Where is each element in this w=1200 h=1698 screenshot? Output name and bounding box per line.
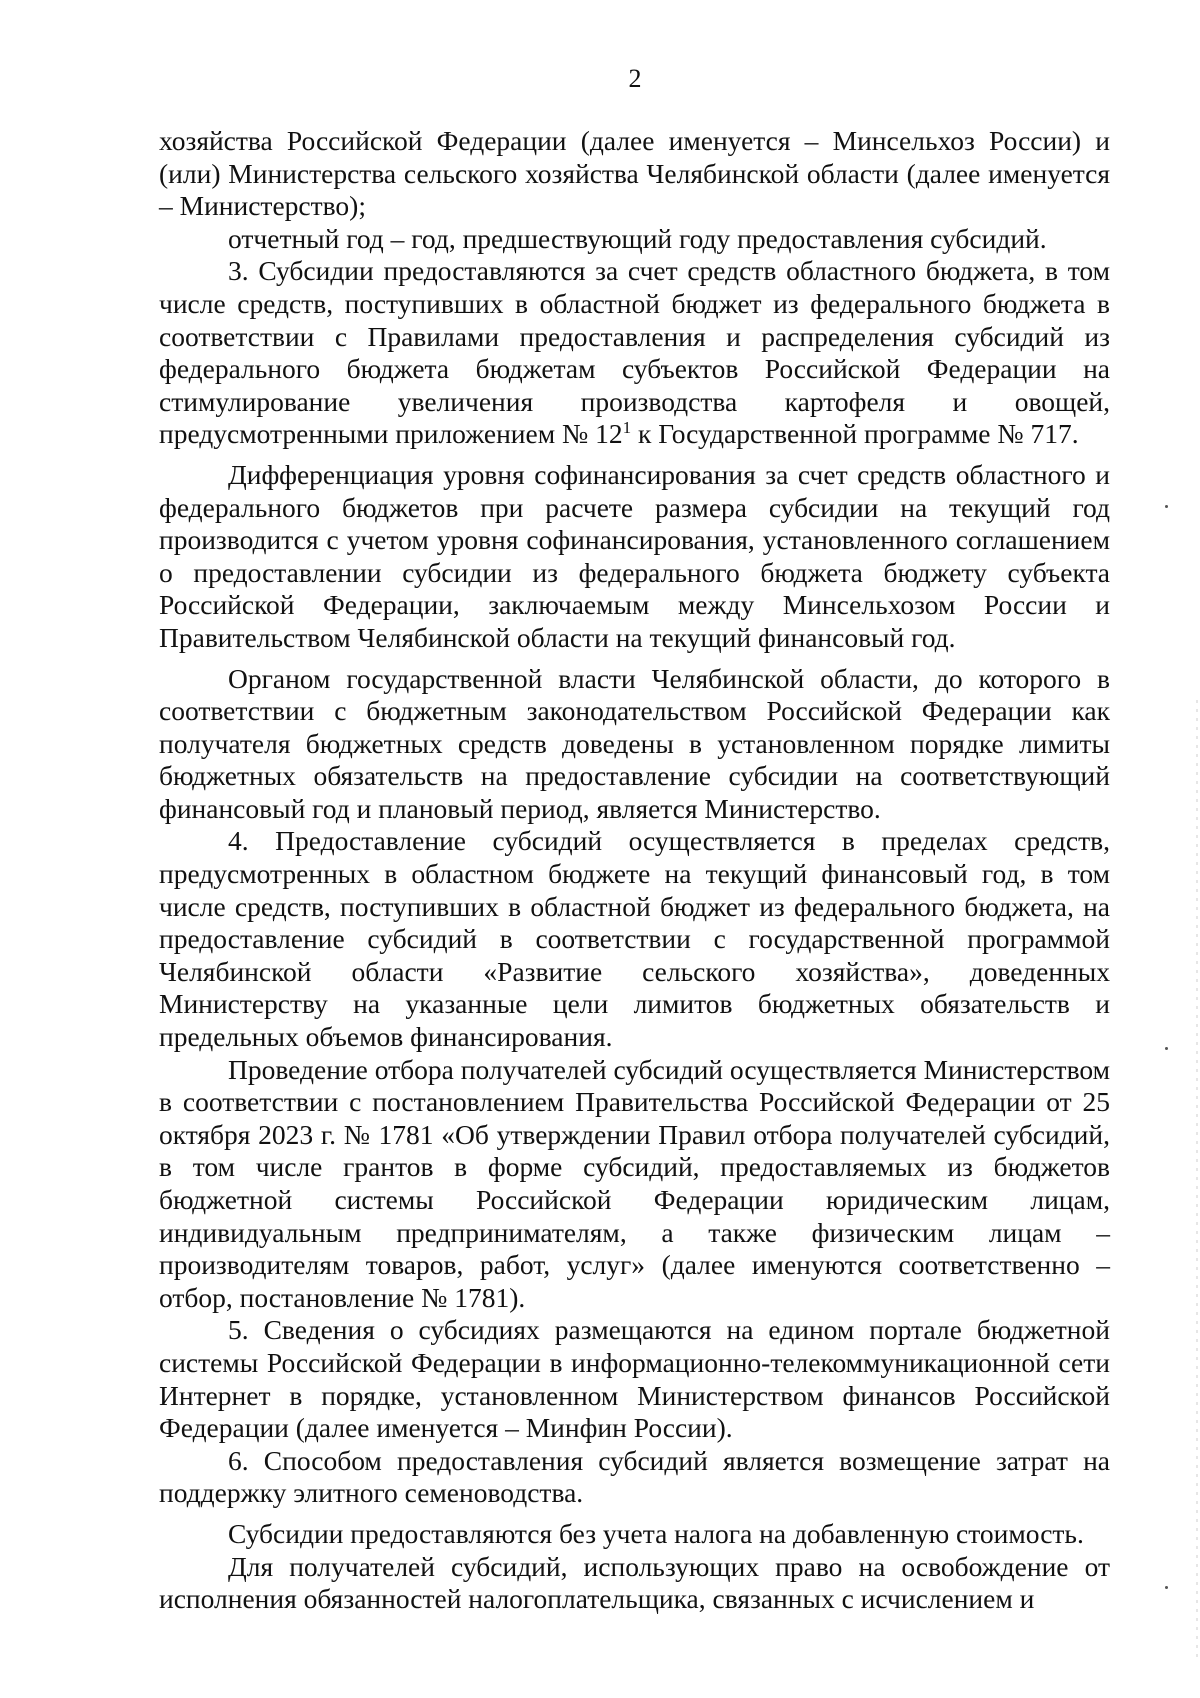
paragraph-exemption: Для получателей субсидий, использующих право на освобождение от исполнения обязанностей налогоплательщика, связанных с исчислением и: [159, 1550, 1110, 1615]
scan-dot: [1165, 1047, 1168, 1050]
scan-dot: [1165, 505, 1168, 508]
document-body: [159, 125, 1110, 1616]
scan-edge-artifact: [1196, 700, 1198, 1660]
paragraph-item-3-text: 3. Субсидии предоставляются за счет средств областного бюджета, в том числе средств, поступивших в областной бюджет из федерального бюджета в соответствии с Правилами предоставления и распределения субсидий из федерального бюджета бюджетам субъектов Российской Федерации на стимулирование увеличения производства картофеля и овощей, предусмотренными приложением № 12: [159, 255, 1110, 450]
superscript-index: 1: [622, 418, 632, 438]
paragraph-continuation: хозяйства Российской Федерации (далее именуется – Минсельхоз России) и (или) Министерства сельского хозяйства Челябинской области (далее именуется – Министерство);: [159, 125, 1110, 222]
paragraph-item-6: 6. Способом предоставления субсидий является возмещение затрат на поддержку элитного семеноводства.: [159, 1444, 1110, 1509]
paragraph-item-5: 5. Сведения о субсидиях размещаются на едином портале бюджетной системы Российской Федерации в информационно-телекоммуникационной сети Интернет в порядке, установленном Министерством финансов Российской Федерации (далее именуется – Минфин России).: [159, 1314, 1110, 1444]
paragraph-vat: Субсидии предоставляются без учета налога на добавленную стоимость.: [228, 1517, 1084, 1549]
paragraph-item-4: 4. Предоставление субсидий осуществляется в пределах средств, предусмотренных в областном бюджете на текущий финансовый год, в том числе средств, поступивших в областной бюджет из федерального бюджета, на предоставление субсидий в соответствии с государственной программой Челябинской области «Развитие сельского хозяйства», доведенных Министерству на указанные цели лимитов бюджетных обязательств и предельных объемов финансирования.: [159, 825, 1110, 1053]
paragraph-cofinancing: Дифференциация уровня софинансирования за счет средств областного и федерального бюджетов при расчете размера субсидии на текущий год производится с учетом уровня софинансирования, установленного соглашением о предоставлении субсидии из федерального бюджета бюджету субъекта Российской Федерации, заключаемым между Минсельхозом России и Правительством Челябинской области на текущий финансовый год.: [159, 458, 1110, 653]
paragraph-authority: Органом государственной власти Челябинской области, до которого в соответствии с бюджетным законодательством Российской Федерации как получателя бюджетных средств доведены в установленном порядке лимиты бюджетных обязательств на предоставление субсидии на соответствующий финансовый год и плановый период, является Министерство.: [159, 662, 1110, 824]
paragraph-item-3-tail: к Государственной программе № 717.: [631, 418, 1079, 450]
paragraph-selection: Проведение отбора получателей субсидий осуществляется Министерством в соответствии с постановлением Правительства Российской Федерации от 25 октября 2023 г. № 1781 «Об утверждении Правил отбора получателей субсидий, в том числе грантов в форме субсидий, предоставляемых из бюджетов бюджетной системы Российской Федерации юридическим лицам, индивидуальным предпринимателям, а также физическим лицам – производителям товаров, работ, услуг» (далее именуются соответственно – отбор, постановление № 1781).: [159, 1053, 1110, 1313]
scan-dot: [1165, 1586, 1168, 1589]
page-number: 2: [628, 64, 642, 93]
paragraph-reporting-year: отчетный год – год, предшествующий году предоставления субсидий.: [228, 222, 1047, 254]
paragraph-item-3: [159, 255, 1110, 451]
